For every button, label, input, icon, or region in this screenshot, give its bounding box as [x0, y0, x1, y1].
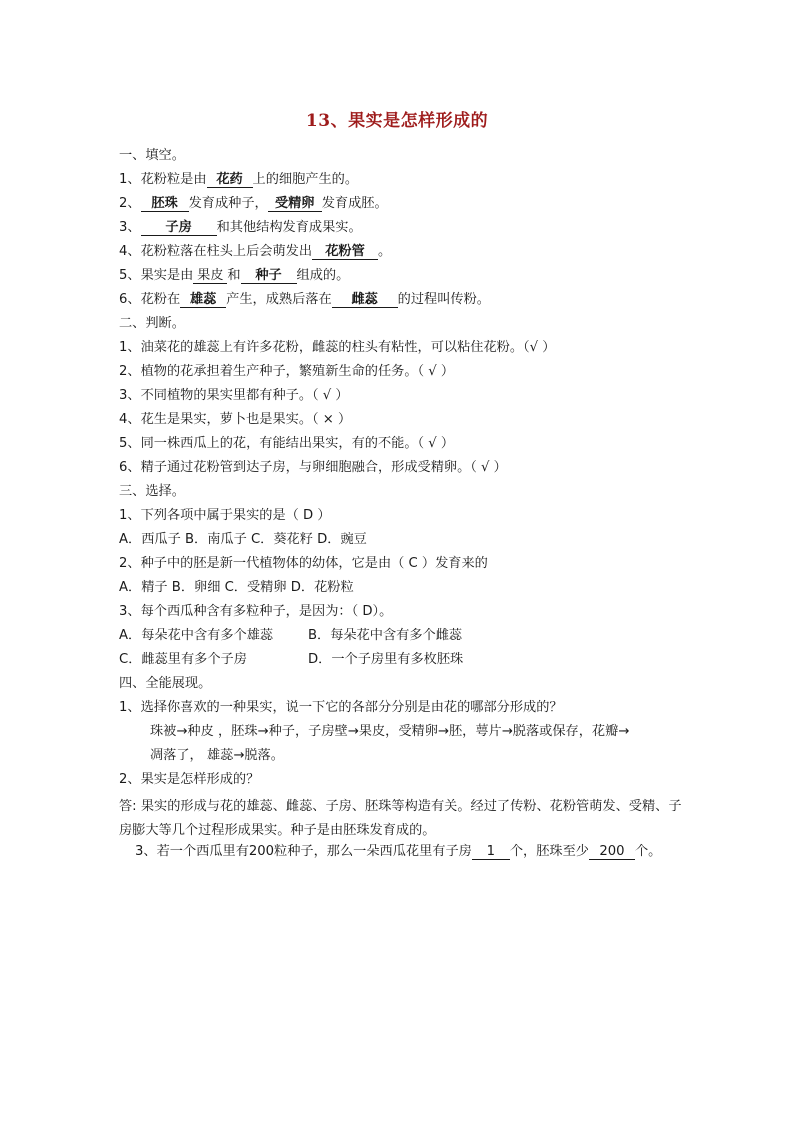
- section-heading-choice: 三、选择。: [119, 484, 185, 499]
- answer-blank: 1: [472, 844, 510, 860]
- answer-blank: 花药: [207, 172, 253, 188]
- choice-question-3: 3、每个西瓜种含有多粒种子，是因为：（ D）。: [119, 604, 393, 619]
- show-question-1: 1、选择你喜欢的一种果实，说一下它的各部分分别是由花的哪部分形成的？: [119, 700, 563, 715]
- show-answer-1-line2: 凋落了， 雄蕊→脱落。: [150, 748, 284, 763]
- judge-question-2: 2、植物的花承担着生产种子，繁殖新生命的任务。（ √ ）: [119, 364, 455, 379]
- show-answer-2: 答: 果实的形成与花的雄蕊、雌蕊、子房、胚珠等构造有关。经过了传粉、花粉管萌发、受精、子房膨大等几个过程形成果实。种子是由胚珠发育成的。: [119, 799, 682, 838]
- answer-blank: 胚珠: [141, 196, 189, 212]
- judge-question-3: 3、不同植物的果实里都有种子。（ √ ）: [119, 388, 349, 403]
- judge-question-4: 4、花生是果实，萝卜也是果实。（ × ）: [119, 412, 352, 427]
- show-question-2: 2、果实是怎样形成的？: [119, 772, 260, 787]
- answer-blank: 雌蕊: [332, 292, 398, 308]
- judge-question-5: 5、同一株西瓜上的花，有能结出果实，有的不能。（ √ ）: [119, 436, 455, 451]
- section-heading-fill: 一、填空。: [119, 148, 185, 163]
- section-heading-judge: 二、判断。: [119, 316, 185, 331]
- choice-option-3a: A．每朵花中含有多个雄蕊: [119, 628, 274, 643]
- choice-option-3d: D．一个子房里有多枚胚珠: [308, 652, 464, 667]
- choice-question-1: 1、下列各项中属于果实的是（ D ）: [119, 508, 331, 523]
- show-answer-1-line1: 珠被→种皮 ，胚珠→种子，子房壁→果皮，受精卵→胚，萼片→脱落或保存，花瓣→: [150, 724, 630, 739]
- answer-blank: 子房: [141, 220, 217, 236]
- fill-question-1: 1、花粉粒是由 花药 上的细胞产生的。: [119, 172, 359, 187]
- choice-options-2: A．精子 B．卵细 C．受精卵 D．花粉粒: [119, 580, 354, 595]
- judge-question-1: 1、油菜花的雄蕊上有许多花粉，雌蕊的柱头有粘性，可以粘住花粉。（√ ）: [119, 340, 556, 355]
- fill-question-4: 4、花粉粒落在柱头上后会萌发出 花粉管 。: [119, 244, 392, 259]
- answer-blank: 果皮: [193, 268, 227, 284]
- answer-blank: 200: [589, 844, 635, 860]
- choice-option-3c: C．雌蕊里有多个子房: [119, 652, 247, 667]
- fill-question-5: 5、果实是由 果皮 和 种子 组成的。: [119, 268, 350, 283]
- choice-options-1: A．西瓜子 B．南瓜子 C．葵花籽 D．豌豆: [119, 532, 367, 547]
- answer-blank: 花粉管: [312, 244, 378, 260]
- fill-question-2: 2、 胚珠 发育成种子， 受精卵 发育成胚。: [119, 196, 388, 211]
- answer-blank: 受精卵: [268, 196, 322, 212]
- page-title: 13、果实是怎样形成的: [305, 111, 489, 131]
- choice-question-2: 2、种子中的胚是新一代植物体的幼体，它是由（ C ）发育来的: [119, 556, 488, 571]
- answer-blank: 种子: [241, 268, 297, 284]
- choice-option-3b: B．每朵花中含有多个雌蕊: [308, 628, 463, 643]
- show-question-3: 3、若一个西瓜里有200粒种子，那么一朵西瓜花里有子房 1 个，胚珠至少 200 个。: [135, 844, 662, 859]
- fill-question-3: 3、 子房 和其他结构发育成果实。: [119, 220, 362, 235]
- fill-question-6: 6、花粉在 雄蕊 产生，成熟后落在 雌蕊 的过程叫传粉。: [119, 292, 490, 307]
- section-heading-show: 四、全能展现。: [119, 676, 212, 691]
- judge-question-6: 6、精子通过花粉管到达子房，与卵细胞融合，形成受精卵。（ √ ）: [119, 460, 507, 475]
- answer-blank: 雄蕊: [180, 292, 226, 308]
